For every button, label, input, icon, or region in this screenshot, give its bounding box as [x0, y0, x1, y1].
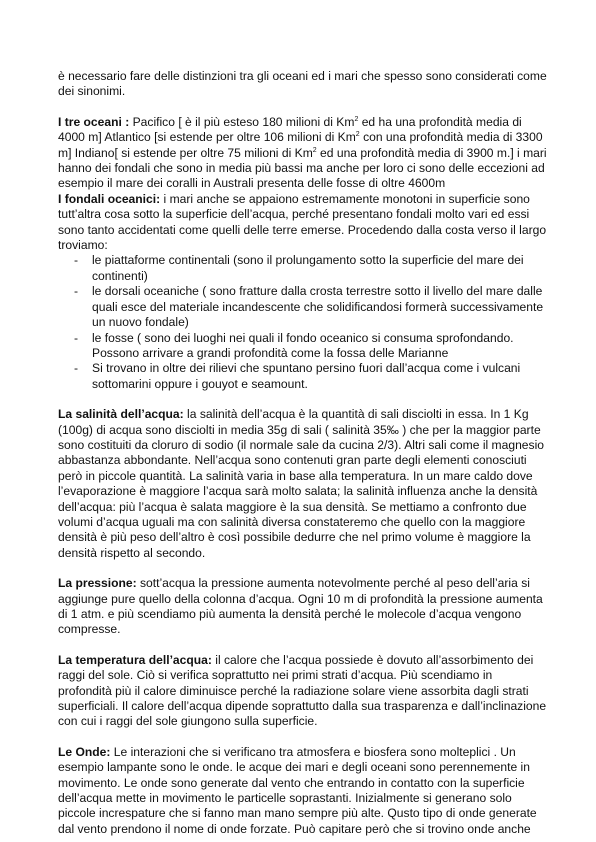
oceans-text-3: con una profondità media di 3300 m] Indiano[ si estende per oltre 75 milioni di Km — [58, 130, 543, 160]
seabed-paragraph — [58, 192, 548, 254]
salinity-paragraph — [58, 407, 548, 561]
oceans-text-1: Pacifico [ è il più esteso 180 milioni di Km — [129, 114, 355, 129]
pressure-text: sott’acqua la pressione aumenta notevolmente perché al peso dell’aria si aggiunge pure quello della colonna d’acqua. Ogni 10 m di profondità la pressione aumenta di 1 atm. e più scendiamo più aumenta la densità perché le molecole d’acqua vengono compresse. — [58, 576, 543, 637]
superscript-2: 2 — [312, 146, 317, 154]
superscript-2: 2 — [355, 131, 360, 139]
waves-heading: Le Onde: — [58, 744, 111, 759]
seabed-text: i mari anche se appaiono estremamente monotoni in superficie sono tutt’altra cosa sotto la superficie dell’acqua, perché presentano fondali molto vari ed essi sono tanto accidentati come quelli delle terre emerse. Procedendo dalla costa verso il largo troviamo: — [58, 191, 547, 253]
oceans-heading: I tre oceani : — [58, 114, 130, 129]
intro-paragraph: è necessario fare delle distinzioni tra gli oceani ed i mari che spesso sono considerati come dei sinonimi. — [58, 69, 547, 99]
pressure-paragraph — [58, 576, 548, 638]
oceans-text-2: ed ha una profondità media di 4000 m] Atlantico [si estende per oltre 106 milioni di Km — [58, 114, 522, 145]
document-body — [58, 69, 548, 837]
list-item: - le fosse ( sono dei luoghi nei quali il fondo oceanico si consuma sprofondando. Possono arrivare a grandi profondità come la fossa delle Marianne — [92, 331, 548, 362]
list-item: - Si trovano in oltre dei rilievi che spuntano persino fuori dall’acqua come i vulcani sottomarini oppure i gouyot e seamount. — [92, 361, 548, 392]
oceans-paragraph — [58, 115, 548, 192]
superscript-2: 2 — [354, 115, 359, 123]
paragraph-gap — [58, 638, 548, 653]
temperature-paragraph — [58, 653, 548, 730]
list-item: - le dorsali oceaniche ( sono fratture dalla crosta terrestre sotto il livello del mare dalle quali esce del materiale incandescente che solidificandosi formerà successivamente un nuovo fondale) — [92, 284, 548, 330]
list-item: - le piattaforme continentali (sono il prolungamento sotto la superficie del mare dei continenti) — [92, 253, 548, 284]
seabed-list — [58, 253, 548, 392]
salinity-heading: La salinità dell’acqua: — [58, 407, 184, 422]
paragraph-gap — [58, 730, 548, 745]
oceans-text-4: ed una profondità media di 3900 m.] i mari hanno dei fondali che sono in media più bassi ma anche per loro ci sono delle eccezioni ad esempio il mare dei coralli in Australi presenta delle fosse di oltre 4600m — [58, 145, 547, 191]
paragraph-gap — [58, 392, 548, 407]
waves-paragraph — [58, 745, 548, 837]
temperature-text: il calore che l’acqua possiede è dovuto all’assorbimento dei raggi del sole. Ciò si verifica soprattutto nei primi strati d’acqua. Più scendiamo in profondità più il calore diminuisce perché la radiazione solare viene assorbita dagli strati superficiali. Il calore dell’acqua dipende soprattutto dalla sua trasparenza e dall’inclinazione con cui i raggi del sole giungono sulla superficie. — [58, 652, 547, 729]
temperature-heading: La temperatura dell’acqua: — [58, 652, 212, 667]
waves-text: Le interazioni che si verificano tra atmosfera e biosfera sono molteplici . Un esempio lampante sono le onde. le acque dei mari e degli oceani sono perennemente in movimento. Le onde sono generate dal vento che entrando in contatto con la superficie dell’acqua mette in movimento le particelle soprastanti. Inizialmente si generano solo piccole increspature che si fanno man mano sempre più alte. Qusto tipo di onde generate dal vento prendono il nome di onde forzate. Può capitare però che si trovino onde anche — [58, 744, 537, 836]
paragraph-gap — [58, 100, 548, 115]
pressure-heading: La pressione: — [58, 576, 137, 591]
salinity-text: la salinità dell’acqua è la quantità di sali disciolti in essa. In 1 Kg (100g) di acqua sono disciolti in media 35g di sali ( salinità 35‰ ) che per la maggior parte sono costituiti da cloruro di sodio (il normale sale da cucina 2/3). Altri sali come il magnesio abbastanza abbondante. Nell’acqua sono contenuti gran parte degli elementi conosciuti però in piccole quantità. La salinità varia in base alla temperatura. In un mare caldo dove l’evaporazione è maggiore l’acqua sarà molto salata; la salinità influenza anche la densità dell’acqua: più l’acqua è salata maggiore è la sua densità. Se mettiamo a confronto due volumi d’acqua uguali ma con salinità diversa constateremo che quello con la maggiore densità è più peso dell’altro è così possibile dedurre che nel primo volume è maggiore la densità rispetto al secondo. — [58, 407, 544, 560]
paragraph-gap — [58, 561, 548, 576]
seabed-heading: I fondali oceanici: — [58, 191, 161, 206]
